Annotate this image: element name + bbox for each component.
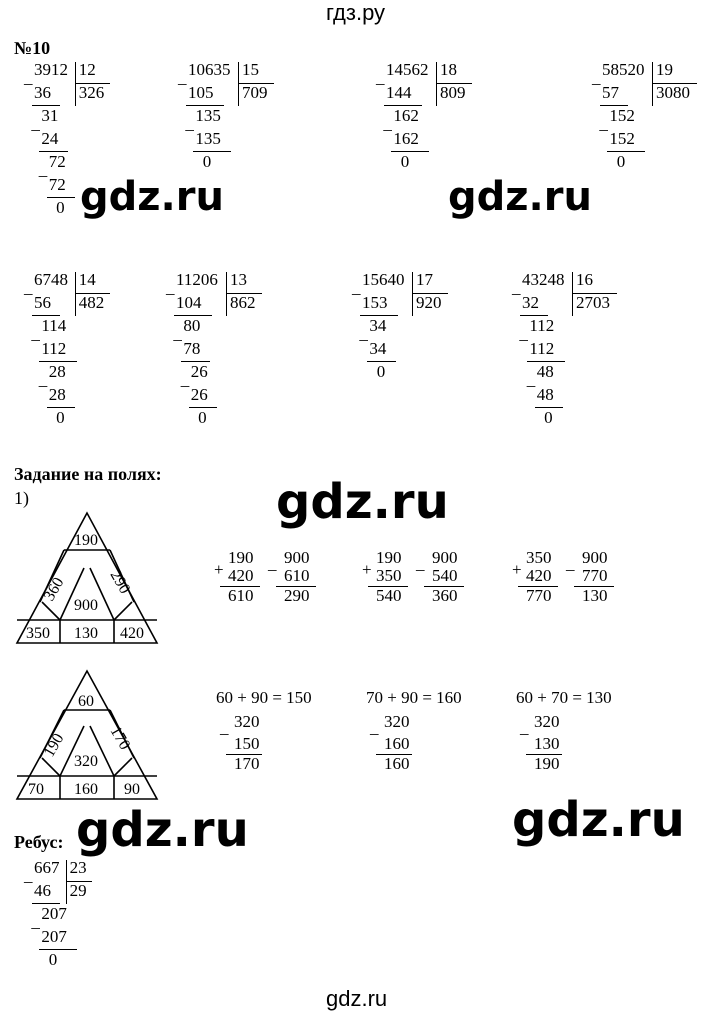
division-bar [436, 62, 437, 106]
step-line [39, 949, 77, 950]
minus-sign: _ [31, 324, 40, 343]
dividend: 3912 [34, 60, 68, 79]
step-value: 48 [536, 362, 554, 381]
addend-a: 350 [526, 548, 552, 567]
minus-sign: _ [38, 160, 48, 179]
number-triangle-1 [12, 510, 162, 646]
minuend: 320 [234, 712, 260, 731]
step-value: 0 [616, 152, 626, 171]
step-value: 24 [41, 129, 59, 148]
addend-a: 190 [376, 548, 402, 567]
division-bar [652, 62, 653, 106]
tri2-center: 320 [74, 753, 98, 770]
minus-sign: _ [38, 370, 48, 389]
plus-sign: + [214, 560, 224, 579]
exercise-number: №10 [14, 38, 51, 58]
step-value: 112 [529, 339, 555, 358]
step-value: 207 [41, 927, 67, 946]
step-value: 162 [393, 129, 419, 148]
minus-sign: _ [166, 278, 175, 297]
difference: 360 [432, 586, 458, 605]
minuend: 320 [384, 712, 410, 731]
site-footer: gdz.ru [326, 986, 388, 1011]
minus-sign: _ [352, 278, 361, 297]
tri2-bottom-mid: 160 [74, 781, 98, 798]
step-value: 36 [34, 83, 51, 102]
step-value: 152 [609, 129, 635, 148]
minus-sign: _ [512, 278, 521, 297]
step-value: 0 [376, 362, 386, 381]
step-value: 78 [183, 339, 201, 358]
quotient: 326 [78, 83, 105, 102]
step-value: 57 [602, 83, 619, 102]
minus-sign: _ [185, 114, 194, 133]
minus-sign: _ [31, 114, 40, 133]
tri2-left: 190 [40, 730, 68, 760]
division-bar [412, 272, 413, 316]
dividend: 14562 [386, 60, 429, 79]
subtrahend: 150 [234, 734, 260, 753]
step-value: 26 [190, 385, 208, 404]
step-value: 48 [536, 385, 554, 404]
divisor: 18 [440, 60, 457, 79]
minus-sign: _ [526, 370, 536, 389]
minus-sign: _ [31, 912, 40, 931]
division-bar [572, 272, 573, 316]
minus-sign: _ [173, 324, 182, 343]
step-value: 207 [41, 904, 67, 923]
rebus-label: Ребус: [14, 832, 64, 852]
divisor: 12 [78, 60, 96, 79]
step-line [391, 151, 429, 152]
tri1-left: 360 [40, 574, 68, 604]
minus-sign: _ [519, 324, 528, 343]
difference: 130 [582, 586, 608, 605]
step-value: 0 [202, 152, 212, 171]
equation: 70 + 90 = 160 [366, 688, 462, 707]
dividend: 43248 [522, 270, 565, 289]
watermark: gdz.ru [276, 474, 449, 530]
step-value: 26 [190, 362, 208, 381]
step-value: 135 [195, 106, 221, 125]
item-number: 1) [14, 488, 29, 508]
plus-sign: + [362, 560, 372, 579]
minus-sign: _ [24, 68, 33, 87]
minus-sign: _ [383, 114, 392, 133]
tri1-right: 290 [106, 567, 134, 597]
difference: 170 [234, 754, 260, 773]
step-value: 112 [41, 339, 67, 358]
divisor: 13 [230, 270, 247, 289]
quotient: 862 [230, 293, 256, 312]
step-value: 153 [362, 293, 388, 312]
tri2-right: 170 [106, 723, 134, 753]
step-value: 80 [183, 316, 201, 335]
sum: 610 [228, 586, 254, 605]
tri2-bottom-right: 90 [124, 781, 140, 798]
step-value: 0 [56, 198, 65, 217]
tri1-center: 900 [74, 597, 98, 614]
margin-task-label: Задание на полях: [14, 464, 162, 484]
addend-a: 190 [228, 548, 254, 567]
step-value: 32 [522, 293, 539, 312]
addend-b: 420 [228, 566, 254, 585]
difference: 160 [384, 754, 410, 773]
step-value: 105 [188, 83, 214, 102]
step-value: 135 [195, 129, 221, 148]
quotient: 482 [78, 293, 105, 312]
difference: 190 [534, 754, 560, 773]
equation: 60 + 70 = 130 [516, 688, 612, 707]
quotient: 3080 [656, 83, 690, 102]
division-bar [75, 272, 76, 316]
step-value: 0 [544, 408, 553, 427]
step-value: 28 [48, 362, 66, 381]
divisor: 17 [416, 270, 433, 289]
division-bar [66, 860, 67, 904]
addend-b: 420 [526, 566, 552, 585]
dividend: 11206 [176, 270, 218, 289]
minus-sign: _ [24, 278, 33, 297]
step-value: 31 [41, 106, 59, 125]
quotient: 709 [242, 83, 268, 102]
site-header: гдз.ру [326, 0, 386, 25]
dividend: 6748 [34, 270, 68, 289]
quotient: 2703 [576, 293, 610, 312]
minuend: 320 [534, 712, 560, 731]
tri1-bottom-right: 420 [120, 625, 144, 642]
minus-sign: _ [599, 114, 608, 133]
division-bar [226, 272, 227, 316]
divisor: 14 [78, 270, 96, 289]
step-value: 0 [400, 152, 410, 171]
step-value: 46 [34, 881, 51, 900]
subtrahend: 130 [534, 734, 560, 753]
minuend: 900 [284, 548, 310, 567]
dividend: 58520 [602, 60, 645, 79]
dividend: 667 [34, 858, 60, 877]
plus-sign: + [512, 560, 522, 579]
step-value: 0 [198, 408, 207, 427]
tri1-bottom-left: 350 [26, 625, 50, 642]
step-value: 72 [48, 175, 66, 194]
subtrahend: 610 [284, 566, 310, 585]
sum: 540 [376, 586, 402, 605]
quotient: 920 [416, 293, 442, 312]
minuend: 900 [432, 548, 458, 567]
step-value: 114 [41, 316, 67, 335]
sum: 770 [526, 586, 552, 605]
subtrahend: 160 [384, 734, 410, 753]
difference: 290 [284, 586, 310, 605]
divisor: 23 [69, 858, 87, 877]
subtrahend: 540 [432, 566, 458, 585]
number-triangle-2 [12, 668, 162, 802]
dividend: 15640 [362, 270, 405, 289]
step-line [193, 151, 231, 152]
step-value: 144 [386, 83, 412, 102]
watermark: gdz.ru [76, 802, 249, 858]
step-value: 34 [369, 316, 387, 335]
minus-sign: _ [592, 68, 601, 87]
tri2-top: 60 [78, 693, 94, 710]
minus-sign: _ [24, 866, 33, 885]
step-value: 112 [529, 316, 555, 335]
minus-sign: _ [370, 718, 379, 737]
quotient: 809 [440, 83, 466, 102]
watermark: gdz.ru [448, 174, 592, 220]
minuend: 900 [582, 548, 608, 567]
watermark: gdz.ru [512, 792, 685, 848]
minus-sign: _ [376, 68, 385, 87]
equation: 60 + 90 = 150 [216, 688, 312, 707]
step-value: 56 [34, 293, 51, 312]
step-line [607, 151, 645, 152]
watermark: gdz.ru [80, 174, 224, 220]
addend-b: 350 [376, 566, 402, 585]
minus-sign: _ [520, 718, 529, 737]
division-bar [238, 62, 239, 106]
step-value: 0 [56, 408, 65, 427]
division-bar [75, 62, 76, 106]
step-value: 34 [369, 339, 387, 358]
quotient: 29 [69, 881, 87, 900]
subtrahend: 770 [582, 566, 608, 585]
step-value: 72 [48, 152, 66, 171]
step-value: 104 [176, 293, 202, 312]
divisor: 16 [576, 270, 593, 289]
step-value: 0 [48, 950, 58, 969]
step-value: 162 [393, 106, 419, 125]
minus-sign: _ [180, 370, 190, 389]
step-value: 28 [48, 385, 66, 404]
minus-sign: _ [416, 554, 425, 573]
tri2-bottom-left: 70 [28, 781, 44, 798]
minus-sign: _ [178, 68, 187, 87]
minus-sign: _ [359, 324, 368, 343]
minus-sign: _ [268, 554, 277, 573]
minus-sign: _ [566, 554, 575, 573]
tri1-bottom-mid: 130 [74, 625, 98, 642]
step-value: 152 [609, 106, 635, 125]
dividend: 10635 [188, 60, 231, 79]
divisor: 15 [242, 60, 259, 79]
divisor: 19 [656, 60, 673, 79]
minus-sign: _ [220, 718, 229, 737]
tri1-top: 190 [74, 532, 98, 549]
